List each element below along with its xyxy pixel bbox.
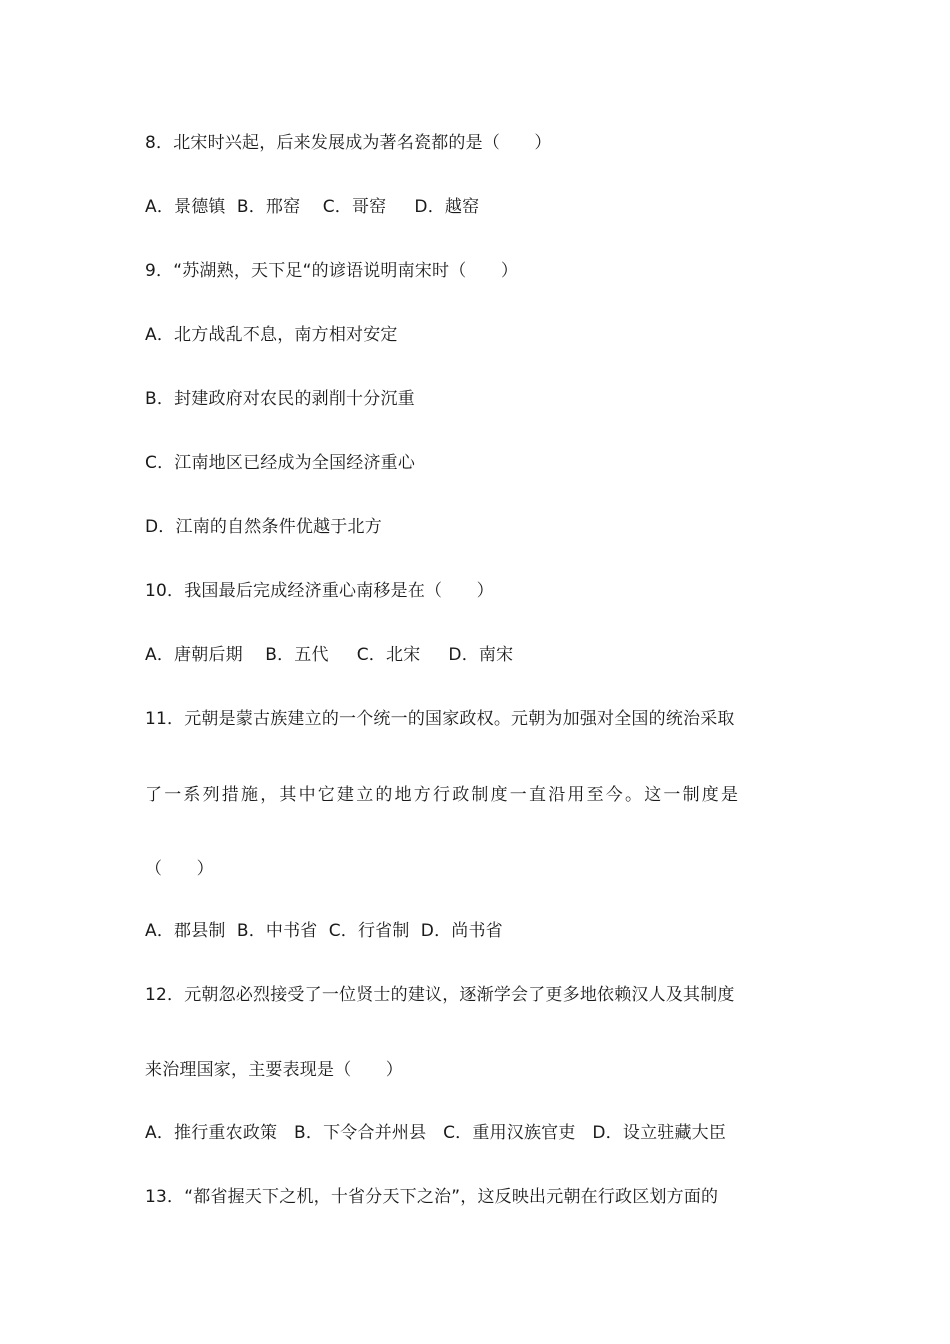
question-11-stem-line-2: 了一系列措施，其中它建立的地方行政制度一直沿用至今。这一制度是 xyxy=(145,785,741,805)
question-12-stem-line-1: 12．元朝忽必烈接受了一位贤士的建议，逐渐学会了更多地依赖汉人及其制度 xyxy=(145,985,735,1005)
question-8-stem: 8．北宋时兴起，后来发展成为著名瓷都的是（ ） xyxy=(145,133,552,153)
question-8-options: A．景德镇 B．邢窑 C．哥窑 D．越窑 xyxy=(145,197,480,217)
question-9-option-a: A．北方战乱不息，南方相对安定 xyxy=(145,325,398,345)
question-10-stem: 10．我国最后完成经济重心南移是在（ ） xyxy=(145,581,494,601)
question-12-stem-line-2: 来治理国家，主要表现是（ ） xyxy=(145,1060,403,1080)
question-10-options: A．唐朝后期 B．五代 C．北宋 D．南宋 xyxy=(145,645,514,665)
question-12-options: A．推行重农政策 B．下令合并州县 C．重用汉族官吏 D．设立驻藏大臣 xyxy=(145,1123,727,1143)
question-13-stem-line-1: 13．“都省握天下之机，十省分天下之治”，这反映出元朝在行政区划方面的 xyxy=(145,1187,719,1207)
question-9-option-c: C．江南地区已经成为全国经济重心 xyxy=(145,453,416,473)
question-9-option-d: D．江南的自然条件优越于北方 xyxy=(145,517,382,537)
question-11-options: A．郡县制 B．中书省 C．行省制 D．尚书省 xyxy=(145,921,503,941)
question-11-stem-line-3: （ ） xyxy=(145,859,214,879)
question-9-stem: 9．“苏湖熟，天下足“的谚语说明南宋时（ ） xyxy=(145,261,519,281)
question-11-stem-line-1: 11．元朝是蒙古族建立的一个统一的国家政权。元朝为加强对全国的统治采取 xyxy=(145,709,735,729)
question-9-option-b: B．封建政府对农民的剥削十分沉重 xyxy=(145,389,415,409)
